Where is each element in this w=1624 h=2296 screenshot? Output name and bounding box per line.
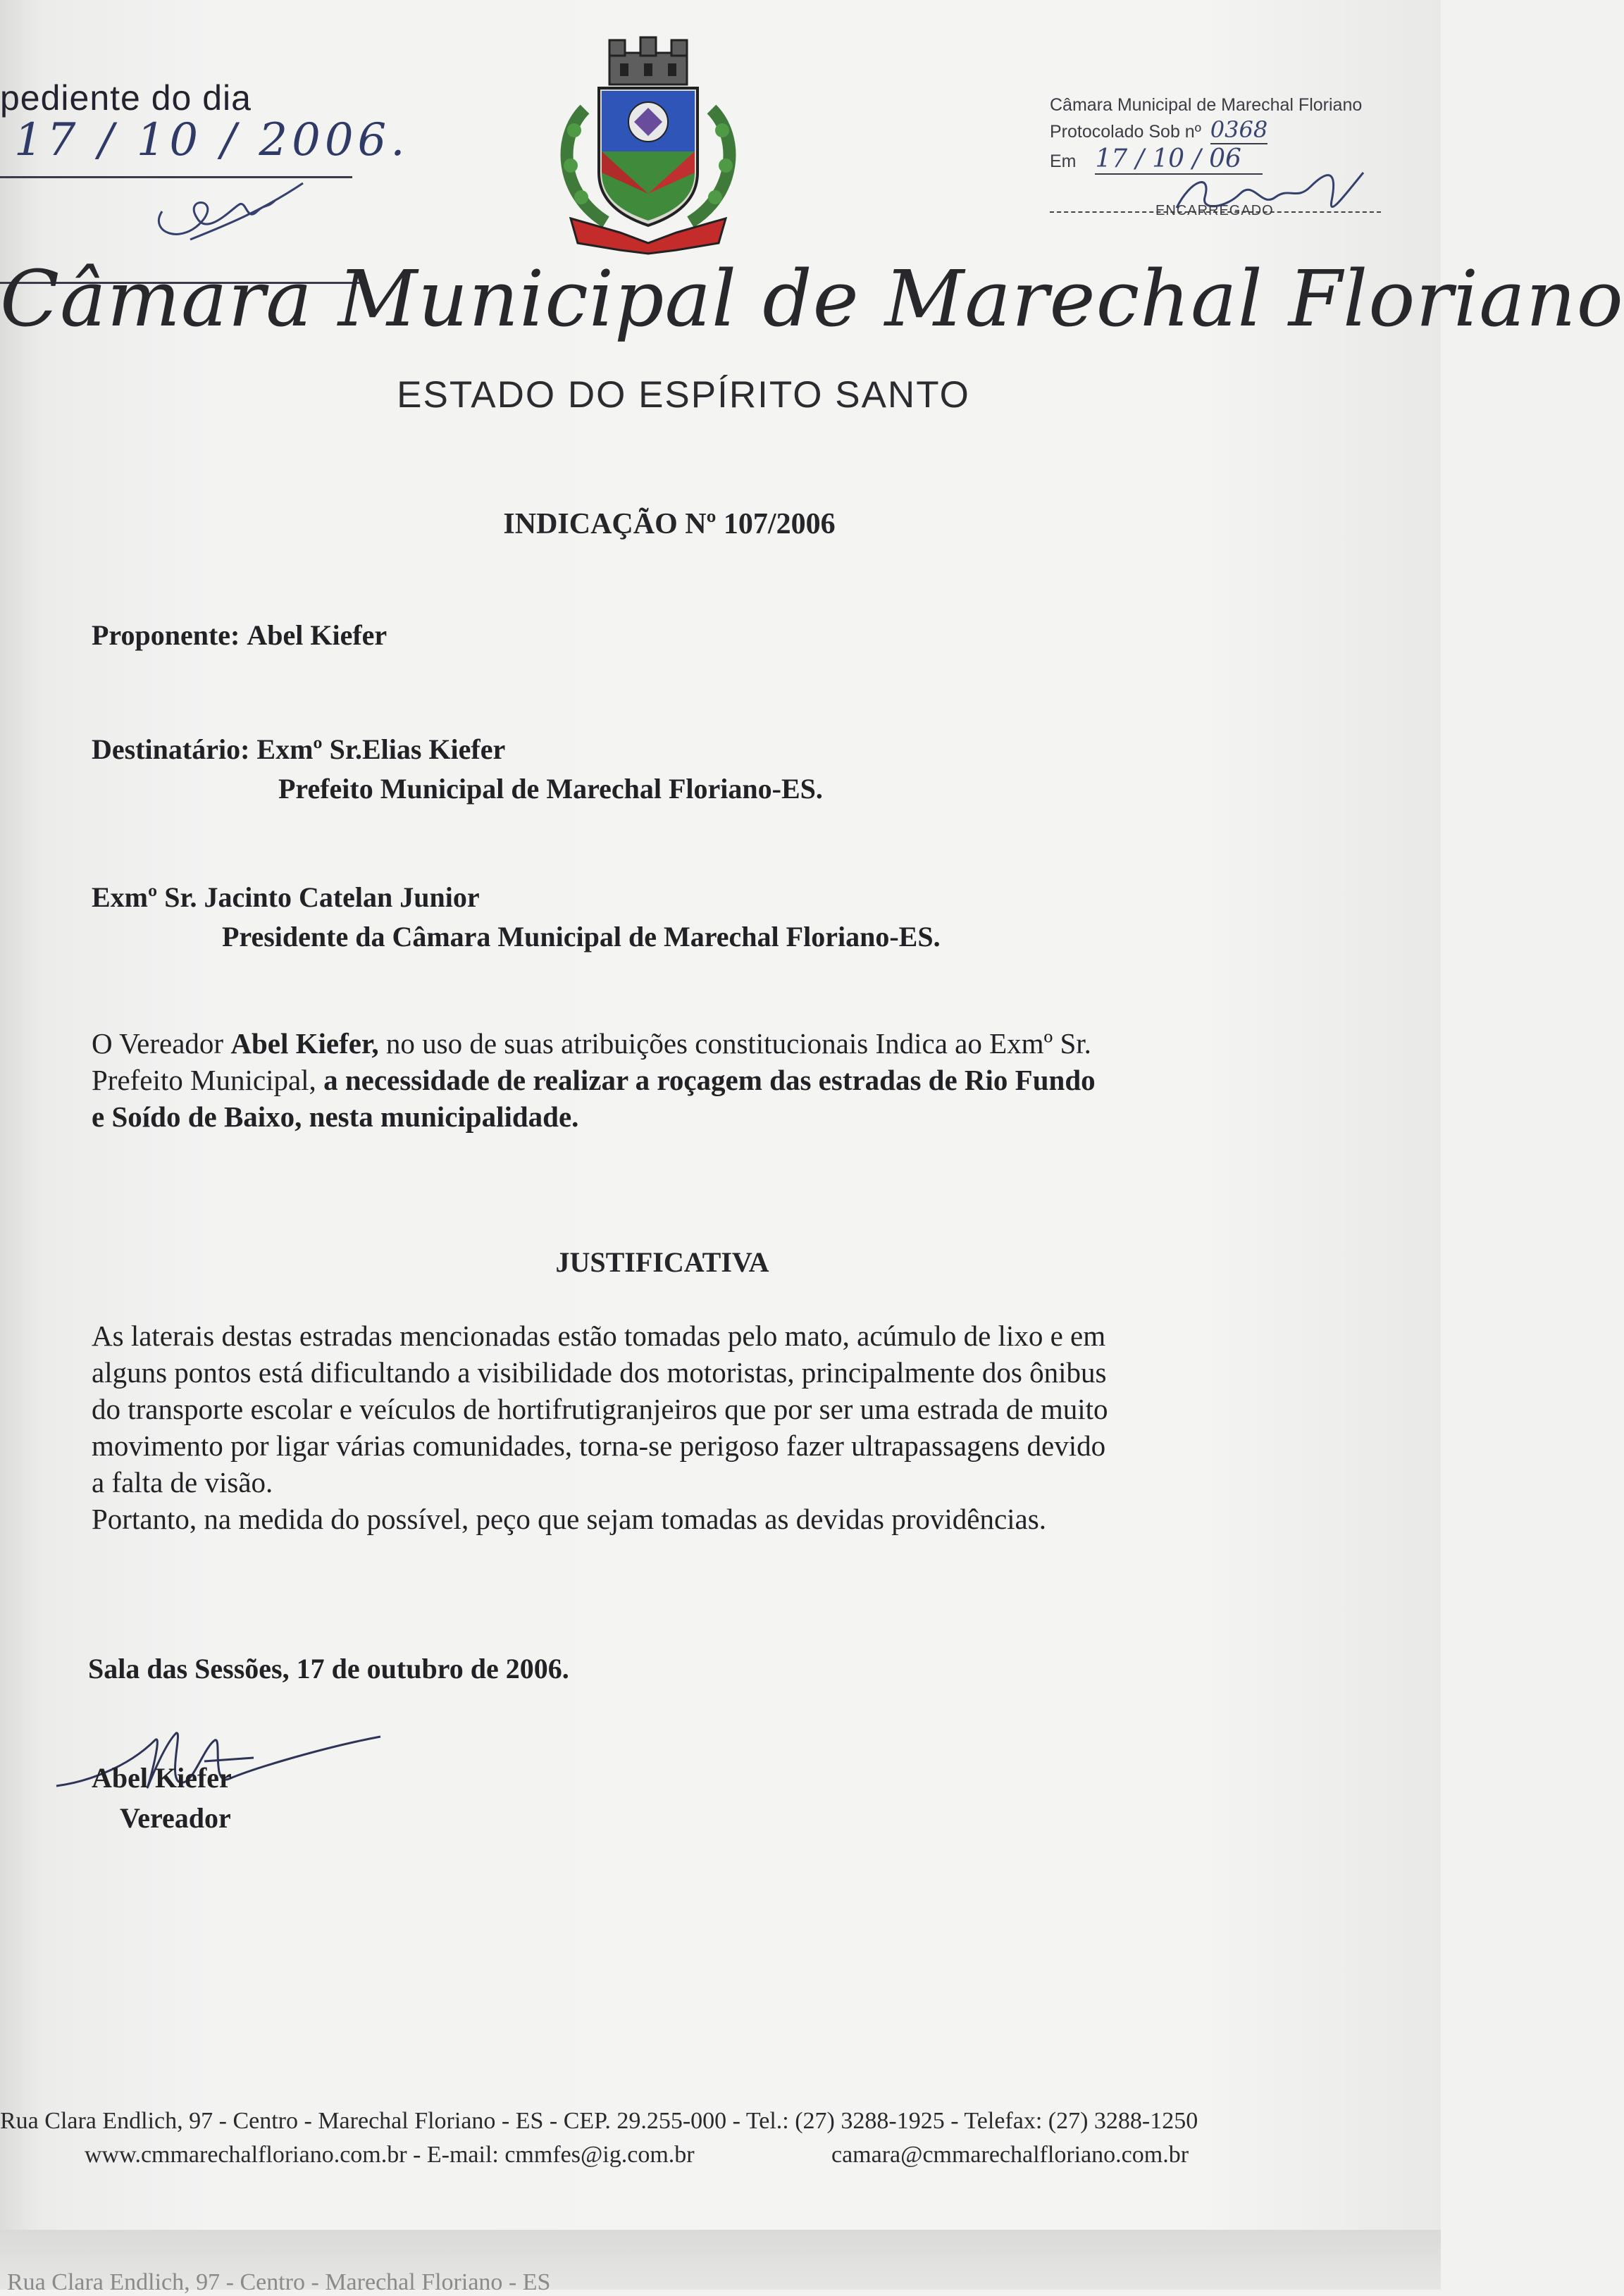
footer-website-email: www.cmmarechalfloriano.com.br - E-mail: cmmfes@ig.com.br — [85, 2142, 695, 2168]
signer-role: Vereador — [120, 1802, 231, 1834]
body-line: O Vereador Abel Kiefer, no uso de suas atribuições constitucionais Indica ao Exmº Sr. — [92, 1027, 1091, 1060]
justificativa-heading: JUSTIFICATIVA — [555, 1246, 769, 1278]
protocol-stamp-heading: Câmara Municipal de Marechal Floriano — [1050, 95, 1363, 115]
proponente-value: Abel Kiefer — [247, 619, 388, 651]
justificativa-line: a falta de visão. — [92, 1466, 273, 1498]
justificativa-body — [92, 1317, 1247, 1537]
footer-contacts — [85, 2142, 1310, 2168]
protocol-number-label: Protocolado Sob nº — [1050, 122, 1201, 142]
protocol-date-label: Em — [1050, 151, 1077, 171]
destinatario-1-name: Exmº Sr.Elias Kiefer — [256, 733, 506, 765]
stamp-title: pediente do dia — [0, 78, 252, 118]
justificativa-line: alguns pontos está dificultando a visibilidade dos motoristas, principalmente dos ônibus — [92, 1356, 1107, 1389]
protocol-number-handwritten: 0368 — [1210, 116, 1268, 143]
footer-email-secondary: camara@cmmarechalfloriano.com.br — [831, 2142, 1189, 2168]
closing-place-date: Sala das Sessões, 17 de outubro de 2006. — [88, 1653, 569, 1684]
document-title: INDICAÇÃO Nº 107/2006 — [503, 508, 836, 540]
justificativa-line: Portanto, na medida do possível, peço que sejam tomadas as devidas providências. — [92, 1503, 1046, 1535]
signer-name: Abel Kiefer — [92, 1762, 232, 1794]
letterhead-subtitle: ESTADO DO ESPÍRITO SANTO — [397, 374, 970, 416]
stamp-signature-scribble — [141, 169, 310, 254]
protocol-footer-label: ENCARREGADO — [1155, 203, 1274, 218]
destinatario-1-role: Prefeito Municipal de Marechal Floriano-ES. — [278, 773, 823, 805]
body-line: Prefeito Municipal, a necessidade de realizar a roçagem das estradas de Rio Fundo — [92, 1064, 1096, 1096]
proponente-label: Proponente: — [92, 619, 240, 651]
destinatario-2-name: Exmº Sr. Jacinto Catelan Junior — [92, 881, 480, 913]
justificativa-line: As laterais destas estradas mencionadas estão tomadas pelo mato, acúmulo de lixo e em — [92, 1320, 1106, 1352]
municipal-coat-of-arms — [543, 32, 754, 257]
proponente-row — [92, 619, 387, 652]
justificativa-line: movimento por ligar várias comunidades, torna-se perigoso fazer ultrapassagens devido — [92, 1429, 1106, 1462]
footer-address: Rua Clara Endlich, 97 - Centro - Marechal Floriano - ES - CEP. 29.255-000 - Tel.: (27) 3288-1925 - Telefax: (27) 3288-1250 — [0, 2108, 1198, 2134]
receipt-stamp-left — [0, 70, 409, 268]
indicacao-body — [92, 1025, 1247, 1135]
body-line: e Soído de Baixo, nesta municipalidade. — [92, 1100, 579, 1133]
destinatario-label: Destinatário: — [92, 733, 250, 765]
justificativa-line: do transporte escolar e veículos de hortifrutigranjeiros que por ser uma estrada de muito — [92, 1393, 1108, 1425]
destinatario-row — [92, 733, 505, 766]
next-page-edge — [0, 2230, 1441, 2295]
protocol-number-row — [1050, 116, 1267, 143]
destinatario-2-role: Presidente da Câmara Municipal de Marechal Floriano-ES. — [222, 921, 941, 952]
next-page-footer-text: Rua Clara Endlich, 97 - Centro - Marechal Floriano - ES — [7, 2269, 551, 2295]
protocol-stamp-right — [1050, 88, 1430, 236]
stamp-date-handwritten: 17 / 10 / 2006. — [14, 114, 409, 166]
protocol-date-handwritten: 17 / 10 / 06 — [1095, 144, 1262, 175]
letterhead-title: Câmara Municipal de Marechal Floriano — [0, 254, 1624, 344]
